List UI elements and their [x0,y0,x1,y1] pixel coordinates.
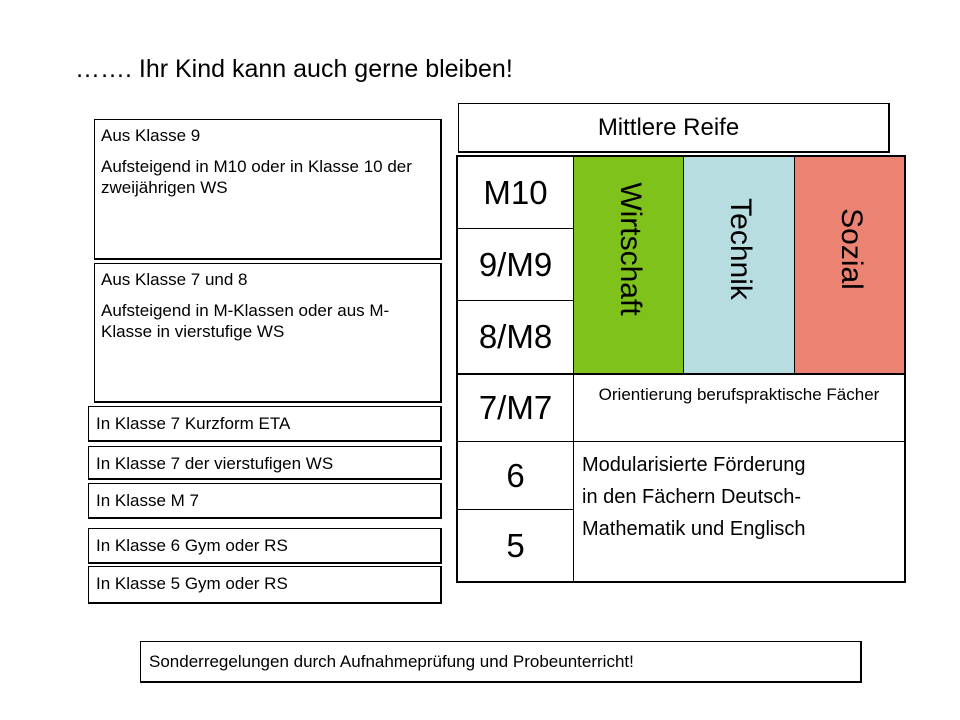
box-aus-klasse-9 [94,119,442,260]
box-heading: Aus Klasse 9 [101,126,201,145]
foerderung-line: Mathematik und Englisch [582,518,806,540]
foerderung-line: Modularisierte Förderung [582,454,806,476]
box-aus-klasse-7-8 [94,263,442,403]
footer-note: Sonderregelungen durch Aufnahmeprüfung und Probeunterricht! [140,641,862,683]
grade-9-m9: 9/M9 [458,229,573,301]
branch-label: Wirtschaft [614,182,647,316]
box-klasse-7-ws: In Klasse 7 der vierstufigen WS [88,446,442,480]
box-klasse-5: In Klasse 5 Gym oder RS [88,566,442,604]
branch-wirtschaft [573,157,683,373]
grade-5: 5 [506,526,525,564]
branch-technik [683,157,794,373]
box-klasse-m7: In Klasse M 7 [88,483,442,519]
orientierung-text: Orientierung berufspraktische Fächer [573,375,904,442]
branch-label: Sozial [835,208,868,290]
mittlere-reife-box: Mittlere Reife [458,103,890,153]
branch-label: Technik [724,198,757,300]
grade-m10: M10 [458,157,573,229]
box-klasse-7-eta: In Klasse 7 Kurzform ETA [88,406,442,442]
school-structure-grid [456,155,906,583]
box-klasse-6: In Klasse 6 Gym oder RS [88,528,442,564]
box-heading: Aus Klasse 7 und 8 [101,270,248,289]
grade-7-m7: 7/M7 [458,375,573,442]
grade-6: 6 [458,442,573,510]
grade-8-m8: 8/M8 [478,318,553,355]
branch-sozial [794,157,904,373]
foerderung-line: in den Fächern Deutsch- [582,486,802,508]
box-body: Aufsteigend in M10 oder in Klasse 10 der zweijährigen WS [101,157,412,197]
page-title: ……. Ihr Kind kann auch gerne bleiben! [75,55,513,83]
foerderung-cell [573,442,904,581]
box-body: Aufsteigend in M-Klassen oder aus M-Klasse in vierstufige WS [101,301,390,341]
